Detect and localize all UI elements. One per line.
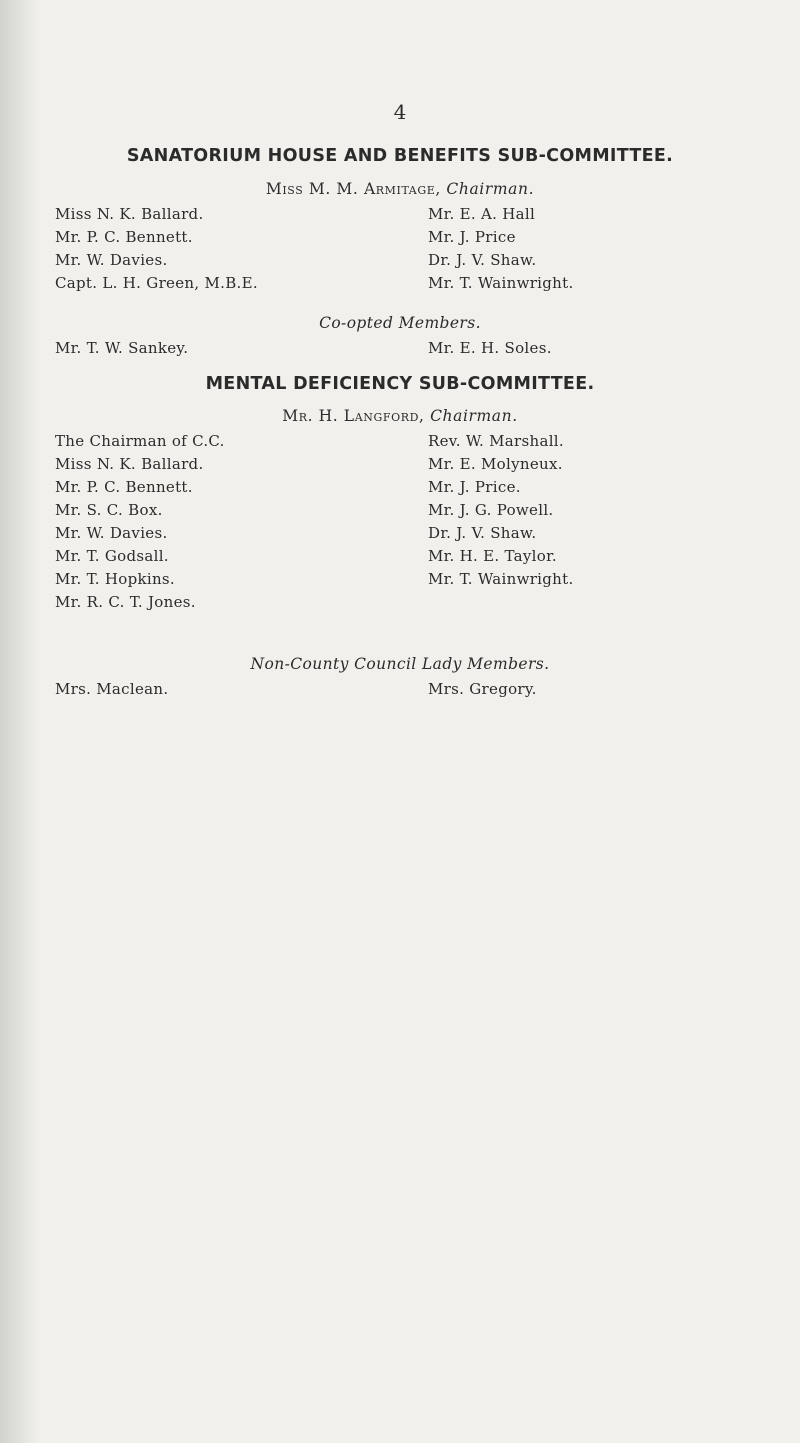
member-name: Mr. T. Hopkins.	[55, 570, 175, 588]
sanatorium-coopted-heading: Co-opted Members.	[319, 314, 481, 332]
member-name: Mr. R. C. T. Jones.	[55, 593, 196, 611]
page-number: 4	[393, 100, 407, 124]
member-name: Mr. P. C. Bennett.	[55, 228, 193, 246]
member-name: Mr. W. Davies.	[55, 251, 168, 269]
lady-members-left	[55, 678, 168, 701]
member-name: Mr. J. G. Powell.	[428, 501, 554, 519]
sanatorium-chair-name: Miss M. M. Armitage,	[265, 180, 441, 198]
mental-deficiency-chair-line	[0, 407, 800, 425]
member-name: Mr. T. W. Sankey.	[55, 339, 189, 357]
sanatorium-chair-line	[0, 180, 800, 198]
mental-deficiency-chair-role: Chairman.	[430, 407, 518, 425]
mental-deficiency-heading: MENTAL DEFICIENCY SUB-COMMITTEE.	[205, 374, 595, 394]
sanatorium-coopted-right	[428, 337, 552, 360]
lady-members-right	[428, 678, 537, 701]
member-name: Miss N. K. Ballard.	[55, 205, 204, 223]
member-name: The Chairman of C.C.	[55, 432, 225, 450]
sanatorium-members-left	[55, 203, 258, 295]
member-name: Mrs. Maclean.	[55, 680, 169, 698]
sanatorium-heading: SANATORIUM HOUSE AND BENEFITS SUB-COMMITTEE.	[126, 146, 674, 166]
member-name: Mr. T. Wainwright.	[428, 274, 574, 292]
member-name: Mr. E. A. Hall	[428, 205, 536, 223]
member-name: Mr. T. Godsall.	[55, 547, 169, 565]
mental-deficiency-chair-name: Mr. H. Langford,	[282, 407, 425, 425]
member-name: Dr. J. V. Shaw.	[428, 524, 537, 542]
member-name: Mr. W. Davies.	[55, 524, 168, 542]
member-name: Dr. J. V. Shaw.	[428, 251, 537, 269]
member-name: Mr. J. Price.	[428, 478, 521, 496]
member-name: Mr. E. H. Soles.	[428, 339, 552, 357]
sanatorium-members-right	[428, 203, 574, 295]
page-edge-shading	[0, 0, 40, 1443]
member-name: Mr. H. E. Taylor.	[428, 547, 557, 565]
member-name: Mr. T. Wainwright.	[428, 570, 574, 588]
mental-deficiency-members-left	[55, 430, 225, 614]
sanatorium-chair-role: Chairman.	[446, 180, 535, 198]
member-name: Mr. P. C. Bennett.	[55, 478, 193, 496]
member-name: Miss N. K. Ballard.	[55, 455, 204, 473]
lady-members-heading: Non-County Council Lady Members.	[250, 655, 550, 673]
member-name: Rev. W. Marshall.	[428, 432, 564, 450]
member-name: Mr. S. C. Box.	[55, 501, 163, 519]
member-name: Mr. J. Price	[428, 228, 516, 246]
mental-deficiency-members-right	[428, 430, 574, 591]
member-name: Mr. E. Molyneux.	[428, 455, 563, 473]
member-name: Mrs. Gregory.	[428, 680, 537, 698]
member-name: Capt. L. H. Green, M.B.E.	[55, 274, 258, 292]
sanatorium-coopted-left	[55, 337, 188, 360]
